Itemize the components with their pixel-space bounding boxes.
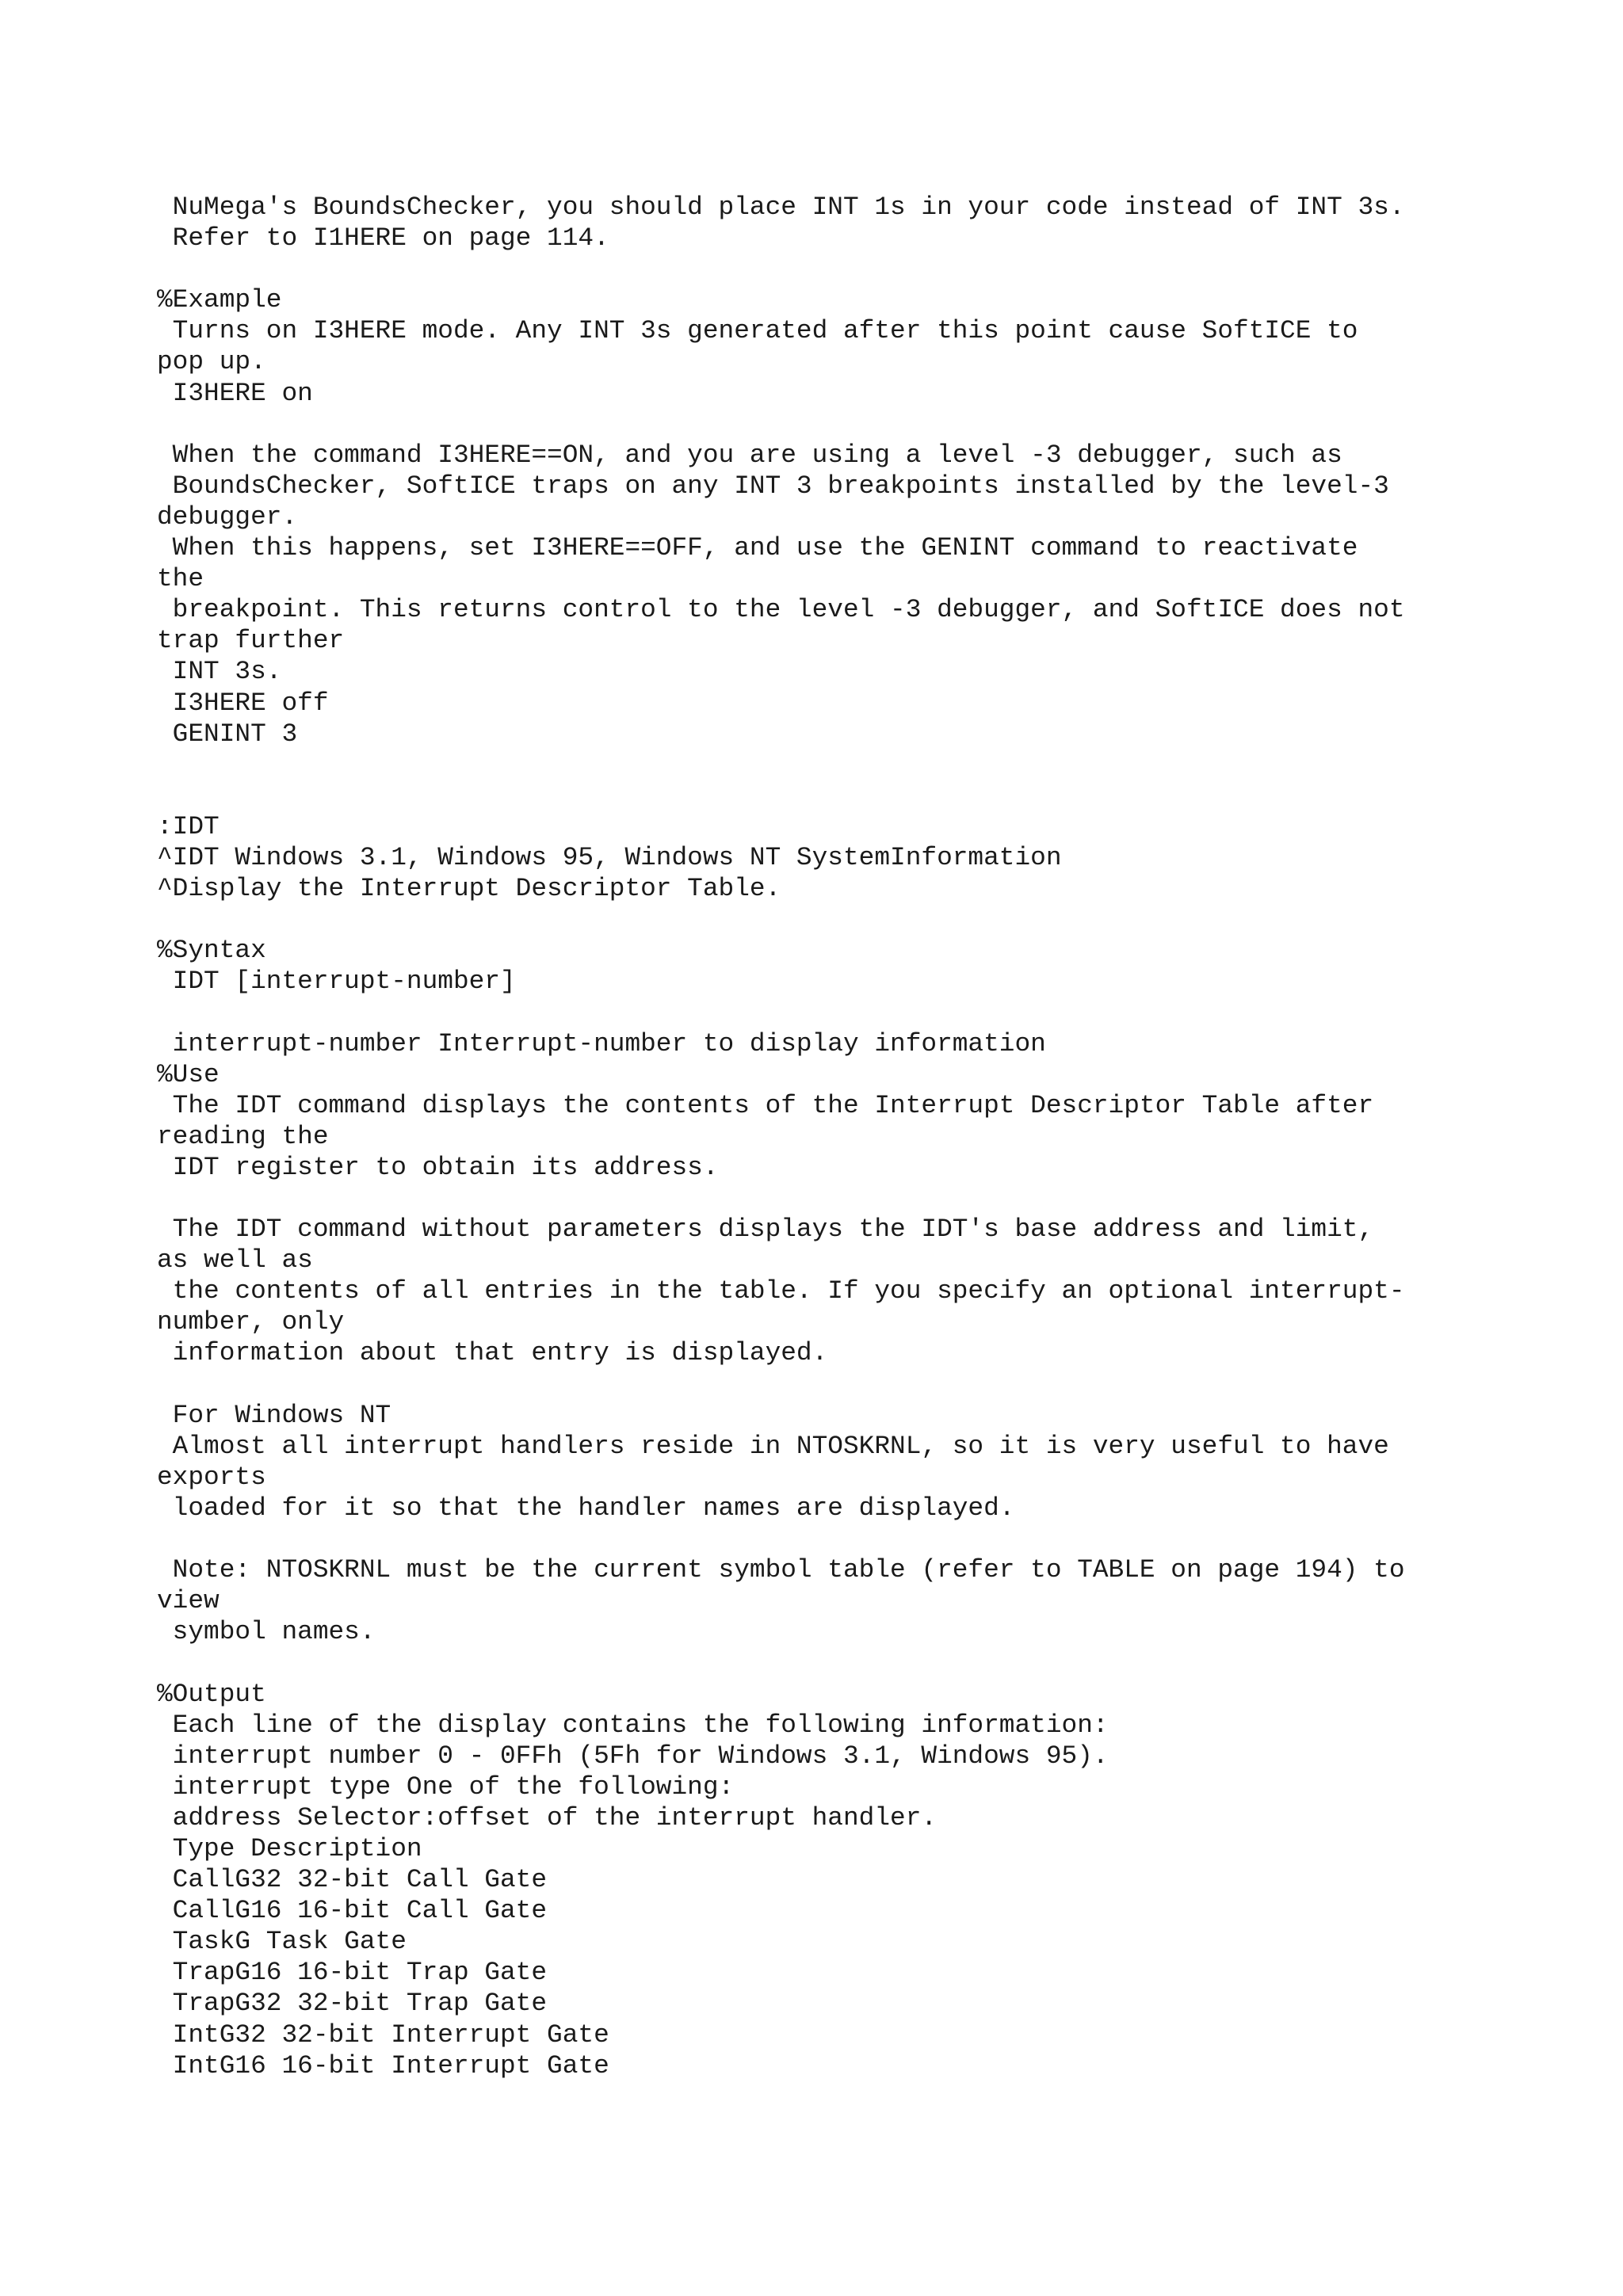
text-line: %Example xyxy=(157,285,282,315)
blank-line xyxy=(157,997,1568,1028)
text-line: Note: NTOSKRNL must be the current symbol table (refer to TABLE on page 194) to xyxy=(157,1555,1405,1585)
blank-line xyxy=(157,904,1568,935)
text-line: Turns on I3HERE mode. Any INT 3s generated after this point cause SoftICE to xyxy=(157,316,1358,346)
text-line: trap further xyxy=(157,626,345,656)
text-line: information about that entry is displayed. xyxy=(157,1338,828,1368)
text-line: %Use xyxy=(157,1059,220,1089)
text-line: NuMega's BoundsChecker, you should place INT 1s in your code instead of INT 3s. xyxy=(157,193,1405,222)
text-line: the xyxy=(157,564,204,594)
blank-line xyxy=(157,409,1568,440)
blank-line xyxy=(157,1524,1568,1554)
text-line: When the command I3HERE==ON, and you are using a level -3 debugger, such as xyxy=(157,440,1342,470)
text-line: as well as xyxy=(157,1245,313,1276)
text-line: ^IDT Windows 3.1, Windows 95, Windows NT SystemInformation xyxy=(157,842,1062,872)
blank-line xyxy=(157,1647,1568,1678)
blank-line xyxy=(157,1183,1568,1214)
text-line: breakpoint. This returns control to the level -3 debugger, and SoftICE does not xyxy=(157,595,1405,625)
text-line: Type Description xyxy=(157,1833,422,1863)
document-body xyxy=(157,192,1568,2081)
text-line: TaskG Task Gate xyxy=(157,1927,407,1957)
text-line: symbol names. xyxy=(157,1617,376,1647)
text-line: I3HERE on xyxy=(157,378,313,408)
text-line: The IDT command without parameters displays the IDT's base address and limit, xyxy=(157,1215,1374,1245)
text-line: view xyxy=(157,1586,220,1616)
text-line: Refer to I1HERE on page 114. xyxy=(157,223,609,254)
text-line: TrapG16 16-bit Trap Gate xyxy=(157,1958,548,1988)
text-line: When this happens, set I3HERE==OFF, and use the GENINT command to reactivate xyxy=(157,533,1358,563)
text-line: loaded for it so that the handler names are displayed. xyxy=(157,1493,1015,1523)
text-line: exports xyxy=(157,1462,266,1492)
text-line: %Output xyxy=(157,1679,266,1709)
blank-line xyxy=(157,254,1568,284)
blank-line xyxy=(157,780,1568,811)
blank-line xyxy=(157,749,1568,780)
text-line: :IDT xyxy=(157,811,220,841)
text-line: BoundsChecker, SoftICE traps on any INT 3 breakpoints installed by the level-3 xyxy=(157,471,1389,501)
text-line: IDT register to obtain its address. xyxy=(157,1152,719,1182)
text-line: IntG32 32-bit Interrupt Gate xyxy=(157,2019,609,2050)
text-line: interrupt number 0 - 0FFh (5Fh for Windows 3.1, Windows 95). xyxy=(157,1741,1109,1771)
text-line: IntG16 16-bit Interrupt Gate xyxy=(157,2050,609,2081)
text-line: Each line of the display contains the following information: xyxy=(157,1710,1109,1740)
text-line: Almost all interrupt handlers reside in NTOSKRNL, so it is very useful to have xyxy=(157,1431,1389,1461)
text-line: IDT [interrupt-number] xyxy=(157,967,516,997)
text-line: I3HERE off xyxy=(157,688,329,718)
text-line: address Selector:offset of the interrupt handler. xyxy=(157,1802,938,1833)
text-line: INT 3s. xyxy=(157,657,282,687)
text-line: interrupt type One of the following: xyxy=(157,1772,735,1802)
text-line: reading the xyxy=(157,1121,329,1151)
text-line: CallG16 16-bit Call Gate xyxy=(157,1896,548,1926)
text-line: %Syntax xyxy=(157,936,266,966)
text-line: TrapG32 32-bit Trap Gate xyxy=(157,1989,548,2019)
text-line: ^Display the Interrupt Descriptor Table. xyxy=(157,874,781,904)
text-line: interrupt-number Interrupt-number to display information xyxy=(157,1028,1046,1058)
blank-line xyxy=(157,1369,1568,1400)
text-line: debugger. xyxy=(157,502,298,532)
text-line: GENINT 3 xyxy=(157,719,298,749)
text-line: number, only xyxy=(157,1307,345,1337)
text-line: The IDT command displays the contents of the Interrupt Descriptor Table after xyxy=(157,1090,1374,1120)
text-line: For Windows NT xyxy=(157,1400,391,1430)
text-line: the contents of all entries in the table. If you specify an optional interrupt- xyxy=(157,1276,1405,1306)
text-line: CallG32 32-bit Call Gate xyxy=(157,1865,548,1895)
text-line: pop up. xyxy=(157,347,266,377)
